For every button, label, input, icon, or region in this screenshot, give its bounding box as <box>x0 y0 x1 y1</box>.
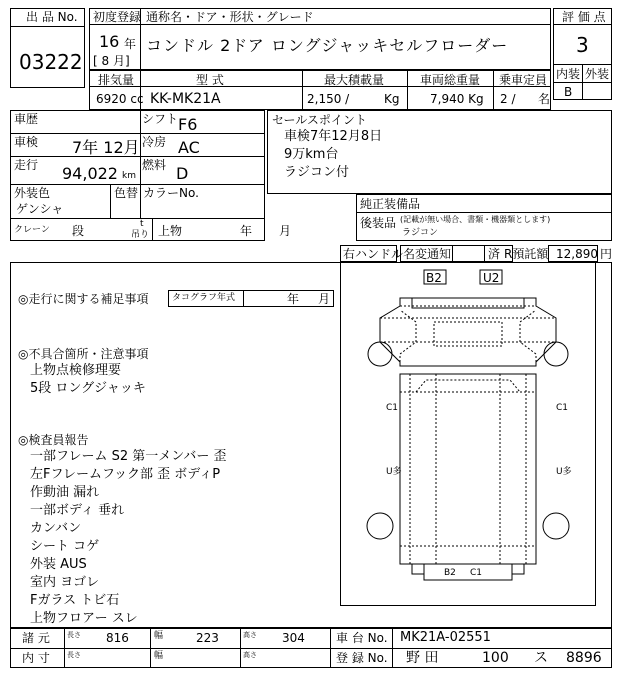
recycle-unit: 円 <box>600 247 613 261</box>
type-label: 型 式 <box>196 73 224 87</box>
aftermarket-note: (記載が無い場合、書類・機器類とします) <box>400 215 551 224</box>
inspector-label: ◎検査員報告 <box>18 433 89 447</box>
capacity: 2 / <box>500 92 516 106</box>
inspector-9: Fガラス トビ石 <box>30 593 120 608</box>
run-remarks-label: ◎走行に関する補足事項 <box>18 292 149 306</box>
mileage-value: 94,022 <box>62 164 118 183</box>
chassis-value: MK21A-02551 <box>400 630 491 645</box>
diagram-c1-left: C1 <box>386 403 399 413</box>
reg-label: 初度登録 <box>93 10 142 24</box>
defect-1: 上物点検修理要 <box>30 363 122 378</box>
color-change-label: 色替 <box>114 186 139 200</box>
genuine-label: 純正装備品 <box>360 197 421 211</box>
recycle-done: 済 <box>488 247 501 261</box>
defect-2: 5段 ロングジャッキ <box>30 381 146 396</box>
truck-diagram <box>340 262 596 606</box>
reg-area: 野 田 <box>406 650 439 666</box>
inspector-4: 一部ボディ 垂れ <box>30 503 125 518</box>
inspector-5: カンバン <box>30 521 82 536</box>
upper-year: 年 <box>240 224 253 238</box>
lot-number: 03222 <box>19 50 83 74</box>
fuel-label: 燃料 <box>142 158 167 172</box>
inner-height-label: 高さ <box>243 651 257 659</box>
inner-label: 内 寸 <box>22 651 50 665</box>
inner-width-label: 幅 <box>154 651 164 661</box>
inspector-7: 外装 AUS <box>30 557 87 572</box>
sales-line-3: ラジコン付 <box>284 165 350 180</box>
reg-class: 100 <box>482 650 509 666</box>
recycle-amount: 12,890 <box>556 247 598 261</box>
inspector-6: シート コゲ <box>30 539 100 554</box>
aftermarket-value: ラジコン <box>402 228 439 238</box>
length-label: 長さ <box>67 631 81 639</box>
interior-grade: B <box>564 85 573 99</box>
diagram-b2-bottom: B2 <box>444 568 456 578</box>
max-load: 2,150 / <box>307 92 350 106</box>
tacho-label: タコグラフ年式 <box>172 293 236 303</box>
tacho-month: 月 <box>318 292 331 306</box>
color-no-label: カラーNo. <box>143 186 199 200</box>
history-label: 車歴 <box>14 112 39 126</box>
interior-label: 内装 <box>556 67 581 81</box>
crane-stage: 段 <box>72 224 85 238</box>
diagram-c1-right: C1 <box>556 403 569 413</box>
exterior-label: 外装 <box>585 67 610 81</box>
lot-label: 出 品 No. <box>26 10 78 24</box>
color-value: ゲンシャ <box>16 202 64 216</box>
recycle-label: R預託額 <box>504 247 549 261</box>
name-change-label: 名変通知 <box>403 247 452 261</box>
inspector-2: 左Fフレームフック部 歪 ボディP <box>30 467 221 482</box>
inspection-label: 車検 <box>14 135 39 149</box>
rhd-label: 右ハンドル <box>343 247 404 261</box>
ac-label: 冷房 <box>142 135 167 149</box>
tacho-year: 年 <box>287 292 300 306</box>
sales-line-2: 9万km台 <box>284 147 339 162</box>
reg-number: 8896 <box>566 650 602 666</box>
inner-length-label: 長さ <box>67 651 81 659</box>
fuel-value: D <box>176 164 189 183</box>
info-box <box>10 110 265 241</box>
inspector-10: 上物フロアー スレ <box>30 611 138 626</box>
reg-year-unit: 年 <box>124 37 137 51</box>
maxload-label: 最大積載量 <box>324 73 385 87</box>
mileage-unit: km <box>122 171 136 181</box>
reg-month: [ 8 月] <box>93 54 130 68</box>
grade-score: 3 <box>576 33 589 57</box>
crane-lift: 吊り <box>131 230 150 240</box>
gvw-label: 車両総重量 <box>420 73 481 87</box>
inspector-8: 室内 ヨゴレ <box>30 575 100 590</box>
reg-no-label: 登 録 No. <box>336 651 388 665</box>
inspection-value: 7年 12月 <box>72 138 140 157</box>
diagram-u2-top: U2 <box>483 271 500 285</box>
diagram-u-right: U多 <box>556 467 572 477</box>
defect-label: ◎不具合箇所・注意事項 <box>18 347 149 361</box>
max-load-unit: Kg <box>384 92 400 106</box>
diagram-b2-top: B2 <box>426 271 442 285</box>
upper-month: 月 <box>279 224 292 238</box>
dims-label: 諸 元 <box>22 631 50 645</box>
crane-t: t <box>140 219 144 229</box>
height-value: 304 <box>282 631 305 645</box>
width-label: 幅 <box>154 631 164 641</box>
disp-label: 排気量 <box>98 73 135 87</box>
grade-label: 評 価 点 <box>562 10 606 24</box>
width-value: 223 <box>196 631 219 645</box>
diagram-c1-bottom: C1 <box>470 568 483 578</box>
shift-label: シフト <box>142 112 179 126</box>
sales-label: セールスポイント <box>272 113 367 127</box>
model-name: コンドル 2ドア ロングジャッキセルフローダー <box>146 36 509 55</box>
inspector-1: 一部フレーム S2 第一メンバー 歪 <box>30 449 227 464</box>
upper-label: 上物 <box>158 224 183 238</box>
ac-value: AC <box>178 138 200 157</box>
aftermarket-label: 後装品 <box>360 216 397 230</box>
shift-value: F6 <box>178 115 198 134</box>
displacement: 6920 cc <box>96 92 144 106</box>
reg-year: 16 <box>99 32 120 51</box>
reg-kana: ス <box>534 650 548 666</box>
height-label: 高さ <box>243 631 257 639</box>
model-type: KK-MK21A <box>150 91 221 107</box>
capacity-unit: 名 <box>538 92 551 106</box>
sales-line-1: 車検7年12月8日 <box>284 129 383 144</box>
capacity-label: 乗車定員 <box>499 73 548 87</box>
inspector-3: 作動油 漏れ <box>30 485 100 500</box>
diagram-u-left: U多 <box>386 467 402 477</box>
crane-label: クレーン <box>14 225 50 235</box>
length-value: 816 <box>106 631 129 645</box>
gvw: 7,940 Kg <box>430 92 484 106</box>
chassis-label: 車 台 No. <box>336 631 388 645</box>
mileage-label: 走行 <box>14 158 39 172</box>
model-label: 通称名・ドア・形状・グレード <box>146 10 314 24</box>
color-label: 外装色 <box>14 186 51 200</box>
